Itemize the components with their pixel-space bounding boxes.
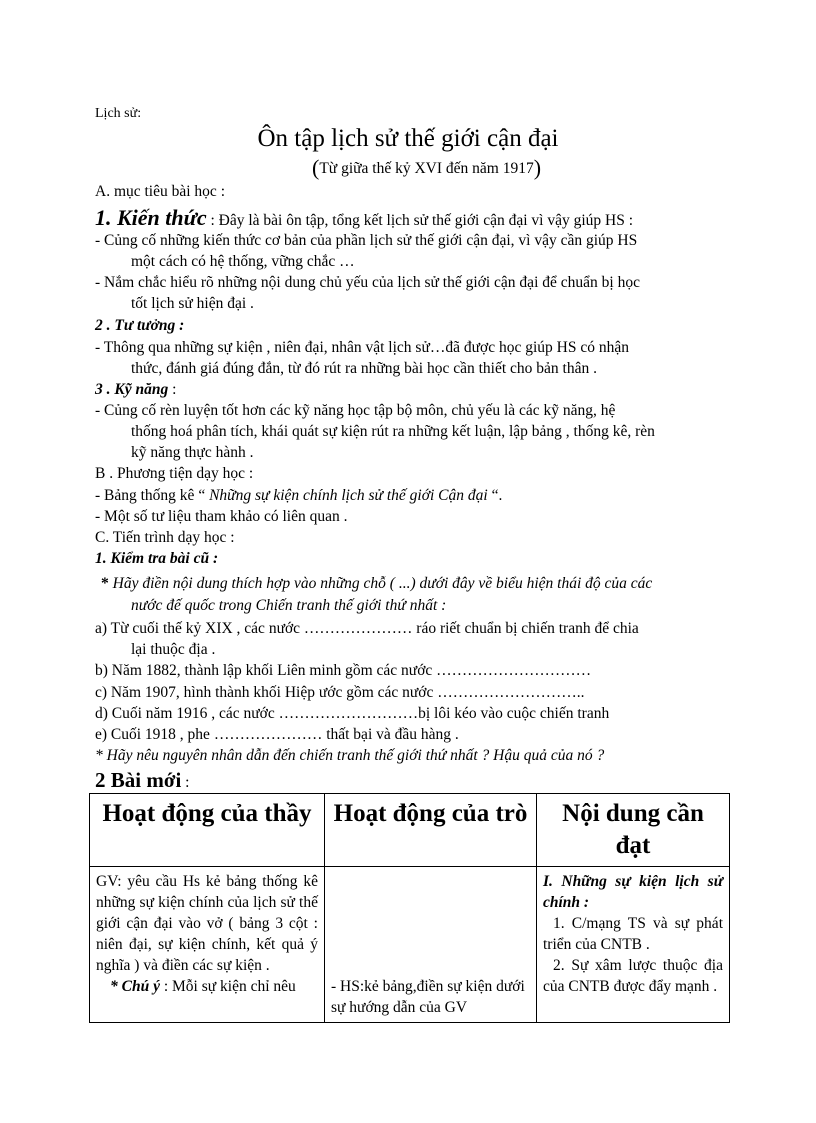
item-a-cont: lại thuộc địa .: [131, 641, 216, 658]
item-c: c) Năm 1907, hình thành khối Hiệp ước gồm các nước ………………………..: [95, 684, 585, 701]
section-b-heading: B . Phương tiện dạy học :: [95, 465, 254, 482]
lesson-table: [89, 793, 730, 1023]
ideology-bullet-1-cont: thức, đánh giá đúng đắn, từ đó rút ra những bài học cần thiết cho bản thân .: [131, 360, 597, 377]
new-lesson-line: [95, 768, 189, 795]
skills-heading: 3 . Kỹ năng: [95, 381, 169, 398]
subject-label: Lịch sử:: [95, 106, 142, 121]
content-heading: I. Những sự kiện lịch sử chính :: [543, 873, 723, 911]
page-subtitle: [312, 155, 542, 180]
subtitle-open-paren: (: [312, 155, 320, 180]
knowledge-line: [95, 205, 633, 231]
knowledge-bullet-2: - Nắm chắc hiểu rõ những nội dung chủ yếu của lịch sử thế giới cận đại để chuẩn bị học: [95, 274, 640, 291]
student-cell: [325, 867, 537, 1023]
section-b-bullet-1: [95, 486, 502, 506]
section-b-bullet-1-pre: - Bảng thống kê “: [95, 487, 210, 504]
question-star: *: [101, 575, 113, 592]
teacher-note-label: * Chú ý: [110, 978, 160, 995]
content-cell: [537, 867, 730, 1023]
skills-bullet-1-cont-1: thống hoá phân tích, khái quát sự kiện rút ra những kết luận, lập bảng , thống kê, rèn: [131, 423, 655, 440]
teacher-cell: [90, 867, 325, 1023]
skills-bullet-1: - Củng cố rèn luyện tốt hơn các kỹ năng học tập bộ môn, chủ yếu là các kỹ năng, hệ: [95, 402, 616, 419]
item-e: e) Cuối 1918 , phe ………………… thất bại và đầu hàng .: [95, 726, 459, 743]
header-teacher: Hoạt động của thầy: [90, 794, 325, 867]
student-text: - HS:kẻ bảng,điền sự kiện dưới sự hướng dẫn của GV: [331, 978, 525, 1016]
subtitle-close-paren: ): [533, 155, 542, 180]
table-row: [90, 867, 730, 1023]
section-b-bullet-1-post: “.: [487, 487, 503, 504]
question-2: * Hãy nêu nguyên nhân dẫn đến chiến tranh thế giới thứ nhất ? Hậu quả của nó ?: [95, 747, 605, 764]
knowledge-bullet-2-cont: tốt lịch sử hiện đại .: [131, 295, 254, 312]
new-lesson-colon: :: [181, 774, 190, 791]
question-1-line: [101, 574, 652, 594]
knowledge-bullet-1-cont: một cách có hệ thống, vững chắc …: [131, 253, 355, 270]
section-a-heading: A. mục tiêu bài học :: [95, 183, 225, 200]
item-a: a) Từ cuối thế kỷ XIX , các nước ………………… ráo riết chuẩn bị chiến tranh để chia: [95, 620, 639, 637]
check-heading: 1. Kiểm tra bài cũ :: [95, 550, 219, 567]
section-c-heading: C. Tiến trình dạy học :: [95, 529, 235, 546]
skills-colon: :: [168, 381, 177, 398]
knowledge-bullet-1: - Củng cố những kiến thức cơ bản của phần lịch sử thế giới cận đại, vì vậy cần giúp HS: [95, 232, 638, 249]
skills-line: [95, 380, 176, 400]
content-item-2: 2. Sự xâm lược thuộc địa của CNTB được đẩy mạnh .: [543, 957, 723, 995]
table-header-row: [90, 794, 730, 867]
section-b-bullet-2: - Một số tư liệu tham khảo có liên quan .: [95, 508, 348, 525]
skills-bullet-1-cont-2: kỹ năng thực hành .: [131, 444, 254, 461]
knowledge-heading: 1. Kiến thức: [95, 205, 207, 230]
ideology-heading: 2 . Tư tưởng :: [95, 317, 185, 334]
item-d: d) Cuối năm 1916 , các nước ………………………bị lôi kéo vào cuộc chiến tranh: [95, 705, 610, 722]
item-b: b) Năm 1882, thành lập khối Liên minh gồm các nước …………………………: [95, 662, 592, 679]
subtitle-text: Từ giữa thế kỷ XVI đến năm 1917: [319, 160, 534, 177]
question-1-cont: nước đế quốc trong Chiến tranh thế giới thứ nhất :: [131, 597, 447, 614]
header-content: Nội dung cần đạt: [537, 794, 730, 867]
teacher-text: GV: yêu cầu Hs kẻ bảng thống kê những sự kiện chính của lịch sử thế giới cận đại vào vở ( bảng 3 cột : niên đại, sự kiện chính, kết quả ý nghĩa ) và điền các sự kiện .: [96, 873, 318, 974]
content-item-1: 1. C/mạng TS và sự phát triển của CNTB .: [543, 915, 723, 953]
teacher-note: [96, 976, 318, 997]
ideology-bullet-1: - Thông qua những sự kiện , niên đại, nhân vật lịch sử…đã được học giúp HS có nhận: [95, 339, 629, 356]
page-title: Ôn tập lịch sử thế giới cận đại: [257, 125, 559, 152]
knowledge-intro: : Đây là bài ôn tập, tổng kết lịch sử thế giới cận đại vì vậy giúp HS :: [206, 212, 634, 229]
question-1-text: Hãy điền nội dung thích hợp vào những chỗ ( ...) dưới đây về biểu hiện thái độ của các: [112, 575, 653, 592]
new-lesson-label: 2 Bài mới: [95, 768, 182, 792]
section-b-bullet-1-italic: Những sự kiện chính lịch sử thế giới Cận đại: [209, 487, 488, 504]
header-student: Hoạt động của trò: [325, 794, 537, 867]
teacher-note-text: : Mỗi sự kiện chỉ nêu: [159, 978, 296, 995]
